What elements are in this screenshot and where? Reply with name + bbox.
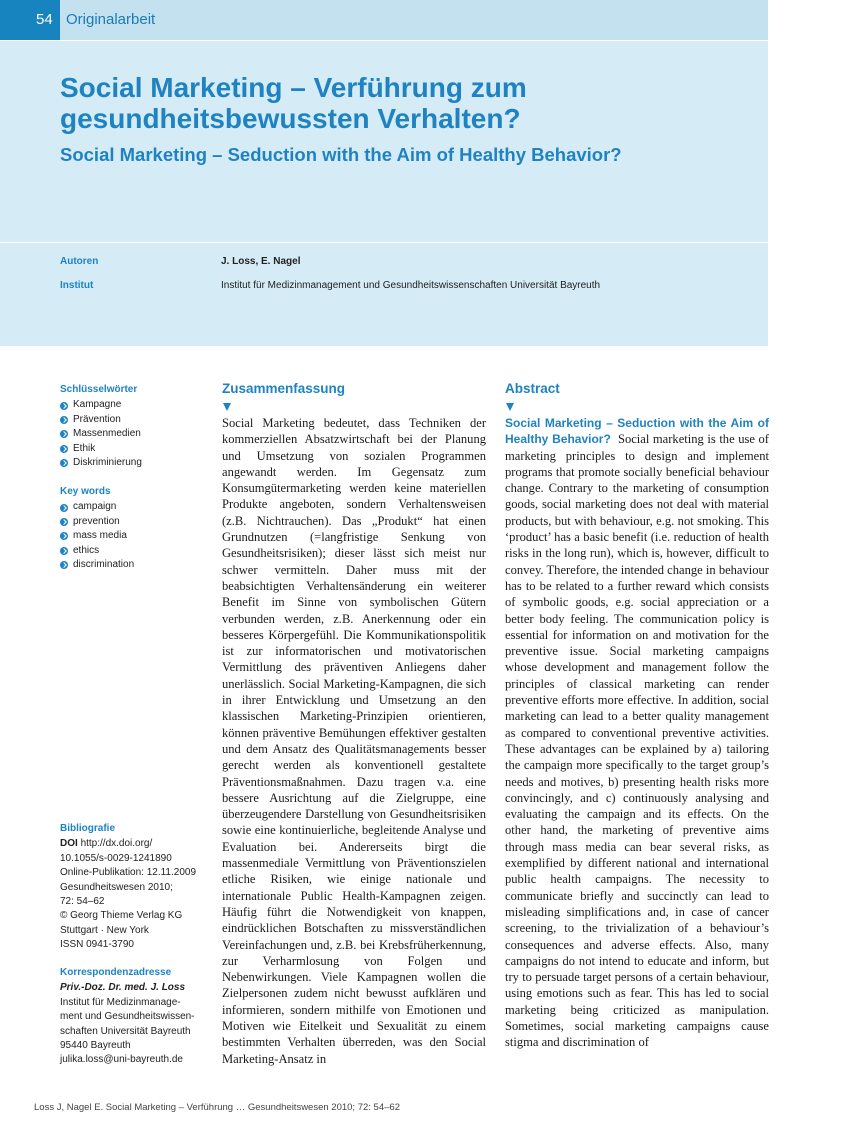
divider — [0, 242, 768, 243]
bullet-arrow-icon — [60, 416, 68, 424]
address-line: schaften Universität Bayreuth — [60, 1025, 191, 1037]
keyword-item: campaign — [60, 500, 210, 514]
abstract-body: Social marketing is the use of marketing principles to design and implement programs that promote socially beneficial behaviour change. Contrary to the marketing of consumption goods, social marketing does not deal with material products, but with behaviour, e.g. not smoking. This ‘product’ has a basic benefit (i.e. reduction of health risks in the long run), which is, however, difficult to convey. Therefore, the intended change in behaviour has to be related to a further reward which consists of symbolic goods, e.g. social appreciation or a better body feeling. The communication policy is essential for information on and motivation for the preventive issue. Social marketing campaigns whose development and management follow the principles of classical marketing can render preventive efforts more effective. In addition, social marketing can lead to a better quality management as compared to conventional preventive activities. These advantages can be explained by a) tailoring the campaign more specifically to the target group’s needs and motives, b) presenting health risks more convincingly, and c) continuously analysing and evaluating the campaign and its effects. On the other hand, the marketing of preventive aims through mass media can bear several risks, as exemplified by different national and international public health campaigns. The necessity to communicate briefly and succinctly can lead to misleading simplifications and, in case of cancer screening, to the trivialization of a behaviour’s consequences and adverse effects. Also, many campaigns do not intend to educate and inform, but try to persuade target persons of a certain behaviour, using emotions such as fear. This has led to social marketing being criticized as manipulation. Sometimes, social marketing campaigns cause stigma and discrimination of — [505, 432, 769, 1050]
correspondence-name: Priv.-Doz. Dr. med. J. Loss — [60, 982, 186, 994]
doi-link[interactable]: http://dx.doi.org/ — [80, 838, 153, 850]
abstract-heading: Abstract — [505, 381, 560, 396]
arrow-down-icon — [223, 403, 231, 411]
keyword-item: Massenmedien — [60, 427, 210, 441]
keywords-heading: Key words — [60, 486, 111, 497]
authors: J. Loss, E. Nagel — [221, 256, 301, 267]
zusammenfassung-body: Social Marketing bedeutet, dass Techniken der kommerziellen Absatzwirtschaft bei der Planung und Umsetzung von sozialen Programmen angewandt werden. Im Gegensatz zum Konsumgütermarketing werden keine materiellen Produkte angeboten, sondern Verhaltensweisen (z.B. Nichtrauchen). Das „Produkt“ hat einen Grundnutzen (=langfristige Senkung von Gesundheitsrisiken); dieser lässt sich meist nur schwer vermitteln. Daher muss mit der beabsichtigten Verhaltensänderung ein weiterer Benefit im Sinne von symbolischen Gütern verbunden werden, z.B. Anerkennung oder ein besseres Körpergefühl. Die Kommunikationspolitik ist zur informatorischen und motivatorischen Vermittlung des präventiven Anliegens daher unerlässlich. Social Marketing-Kampagnen, die sich in ihrer Entwicklung und Umsetzung an den klassischen Marketing-Prinzipien orientieren, können präventive Bemühungen effektiver gestalten und dem Ansatz des Qualitätsmanagements besser gerecht werden als konventionell gestaltete Präventionsmaßnahmen. Dazu tragen v.a. eine bessere Ausrichtung auf die Zielgruppe, eine überzeugendere Darstellung von Gesundheitsrisiken sowie eine kontinuierliche, begleitende Analyse und Evaluation bei. Andererseits birgt die massenmediale Vermittlung von Präventionszielen etliche Risiken, wie einige nationale und internationale Public Health-Kampagnen zeigen. Häufig führt die Notwendigkeit von knappen, eindrücklichen Botschaften zu missverständlichen Vereinfachungen und, z.B. bei Krebsfrüherkennung, zur Verharmlosung von Folgen und Nebenwirkungen. Viele Kampagnen wollen die Zielpersonen zudem nicht bewusst aufklären und informieren, sondern mithilfe von Emotionen und Motiven wie Eitelkeit und Sexualität zu einem bestimmten Verhalten überreden, was den Social Marketing-Ansatz in — [222, 416, 486, 1066]
bullet-arrow-icon — [60, 518, 68, 526]
keyword-item: discrimination — [60, 558, 210, 572]
authors-label: Autoren — [60, 256, 99, 267]
doi-value: 10.1055/s-0029-1241890 — [60, 852, 172, 864]
keyword-item: mass media — [60, 529, 210, 543]
correspondence — [60, 966, 210, 1068]
bullet-arrow-icon — [60, 547, 68, 555]
bullet-arrow-icon — [60, 445, 68, 453]
keywords-heading: Schlüsselwörter — [60, 384, 138, 395]
keyword-item: Diskriminierung — [60, 456, 210, 470]
doi-line: DOI http://dx.doi.org/ — [60, 838, 153, 850]
email-link[interactable]: julika.loss@uni-bayreuth.de — [60, 1054, 183, 1066]
zusammenfassung-heading: Zusammenfassung — [222, 381, 346, 396]
online-date: Online-Publikation: 12.11.2009 — [60, 867, 197, 879]
correspondence-heading: Korrespondenzadresse — [60, 967, 172, 978]
title-english: Social Marketing – Seduction with the Aim of Healthy Behavior? — [60, 144, 622, 165]
bullet-arrow-icon — [60, 459, 68, 467]
bullet-arrow-icon — [60, 561, 68, 569]
journal: Gesundheitswesen 2010; — [60, 881, 173, 893]
bullet-arrow-icon — [60, 430, 68, 438]
bibliography-heading: Bibliografie — [60, 823, 116, 834]
publisher-place: Stuttgart · New York — [60, 924, 149, 936]
copyright: © Georg Thieme Verlag KG — [60, 910, 183, 922]
keyword-item: Kampagne — [60, 398, 210, 412]
section-label: Originalarbeit — [66, 11, 156, 28]
address-line: Institut für Medizinmanage- — [60, 996, 181, 1008]
page-number: 54 — [0, 0, 60, 40]
bullet-arrow-icon — [60, 532, 68, 540]
title-german: Social Marketing – Verführung zum gesundheitsbewussten Verhalten? — [60, 72, 527, 134]
volume: 72: 54–62 — [60, 896, 105, 908]
keyword-item: Prävention — [60, 413, 210, 427]
bullet-arrow-icon — [60, 504, 68, 512]
keywords-english — [60, 485, 210, 572]
keyword-item: prevention — [60, 515, 210, 529]
footer-citation: Loss J, Nagel E. Social Marketing – Verführung … Gesundheitswesen 2010; 72: 54–62 — [34, 1102, 400, 1113]
address-line: ment und Gesundheitswissen- — [60, 1011, 195, 1023]
institute-label: Institut — [60, 280, 94, 291]
keyword-item: Ethik — [60, 442, 210, 456]
institute: Institut für Medizinmanagement und Gesundheitswissenschaften Universität Bayreuth — [221, 280, 601, 291]
header-band — [0, 0, 768, 346]
arrow-down-icon — [506, 403, 514, 411]
issn: ISSN 0941-3790 — [60, 939, 134, 951]
address-line: 95440 Bayreuth — [60, 1040, 131, 1052]
abstract-lead-title: Social Marketing – Seduction with the Aim of Healthy Behavior? — [505, 416, 769, 447]
abstract-text — [505, 415, 769, 1051]
keywords-german — [60, 383, 210, 470]
bibliography — [60, 822, 210, 953]
bullet-arrow-icon — [60, 402, 68, 410]
divider — [0, 40, 768, 41]
keyword-item: ethics — [60, 544, 210, 558]
